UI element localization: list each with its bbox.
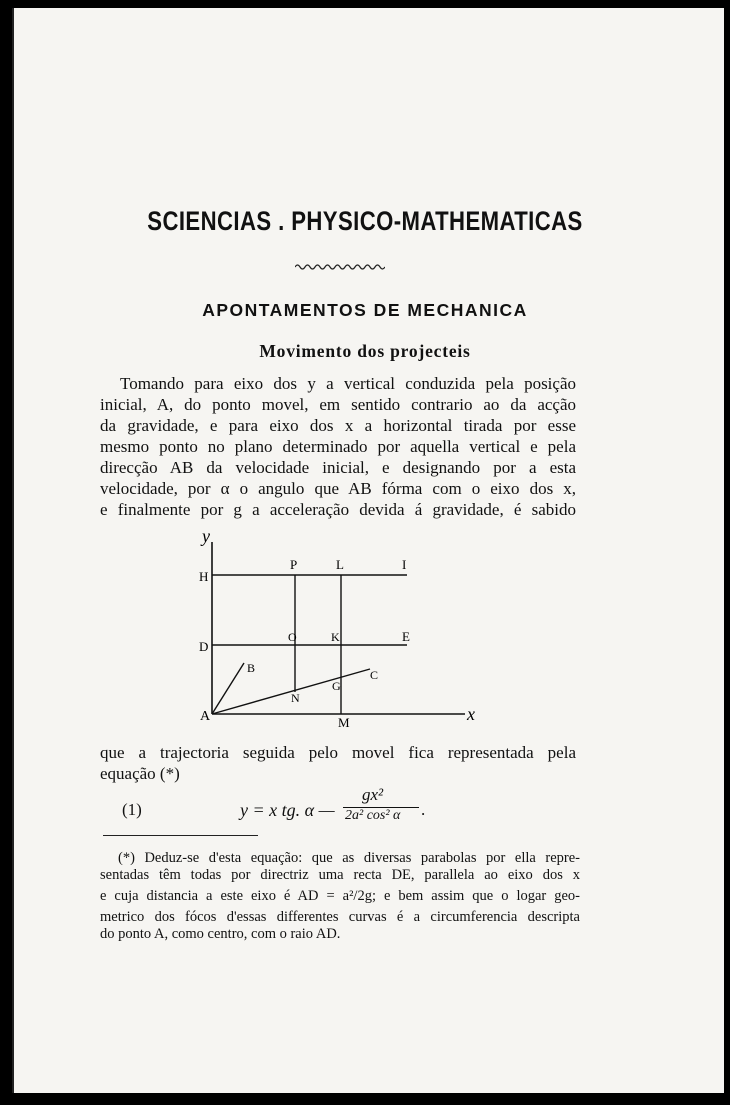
paragraph-line: e finalmente por g a acceleração devida á gravidade, é sabido [100,500,576,519]
label-O: O [288,630,297,644]
main-title: SCIENCIAS . PHYSICO-MATHEMATICAS [147,206,583,236]
equation-numerator: gx² [362,785,384,804]
equation-1 [0,783,730,833]
label-G: G [332,679,341,693]
section-title: APONTAMENTOS DE MECHANICA [202,300,528,320]
paragraph-line: direcção AB da velocidade inicial, e designando por a esta [100,458,576,477]
paragraph-line: da gravidade, e para eixo dos x a horizontal tirada por esse [100,416,576,435]
footnote-line: e cuja distancia a este eixo é AD = a²/2g; e bem assim que o logar geo- [100,888,580,904]
equation-number: (1) [122,800,142,819]
paragraph-line: inicial, A, do ponto movel, em sentido contrario ao da acção [100,395,576,414]
paragraph-line: mesmo ponto no plano determinado por aquella vertical e pela [100,437,576,456]
equation-denominator: 2a² cos² α [345,808,401,823]
continuation-line: que a trajectoria seguida pelo movel fica representada pela [100,743,576,762]
paragraph-line: Tomando para eixo dos y a vertical conduzida pela posição [120,374,576,393]
label-y: y [202,526,210,546]
label-L: L [336,557,344,572]
projectile-diagram [0,520,730,735]
label-K: K [331,630,340,644]
label-D: D [199,639,209,654]
equation-lhs: y = x tg. α — [240,800,335,820]
label-C: C [370,668,379,682]
label-P: P [290,557,298,572]
label-x: x [467,704,475,724]
subsection-title: Movimento dos projecteis [259,341,471,361]
wavy-ornament-icon [295,262,385,272]
footnote-line: do ponto A, como centro, com o raio AD. [100,926,341,942]
label-A: A [200,709,211,724]
footnote-line: metrico dos fócos d'essas differentes curvas é a circumferencia descripta [100,909,580,925]
label-E: E [402,629,410,644]
footnote-line: (*) Deduz-se d'esta equação: que as diversas parabolas por ella repre- [118,850,580,866]
paragraph-line: velocidade, por α o angulo que AB fórma com o eixo dos x, [100,479,576,498]
label-N: N [291,691,300,705]
label-M: M [338,715,350,730]
label-I: I [402,557,407,572]
continuation-line: equação (*) [100,764,180,783]
footnote-rule [103,835,258,836]
label-B: B [247,661,256,675]
equation-end: . [421,800,426,819]
footnote-line: sentadas têm todas por directriz uma recta DE, parallela ao eixo dos x [100,867,580,883]
label-H: H [199,569,209,584]
